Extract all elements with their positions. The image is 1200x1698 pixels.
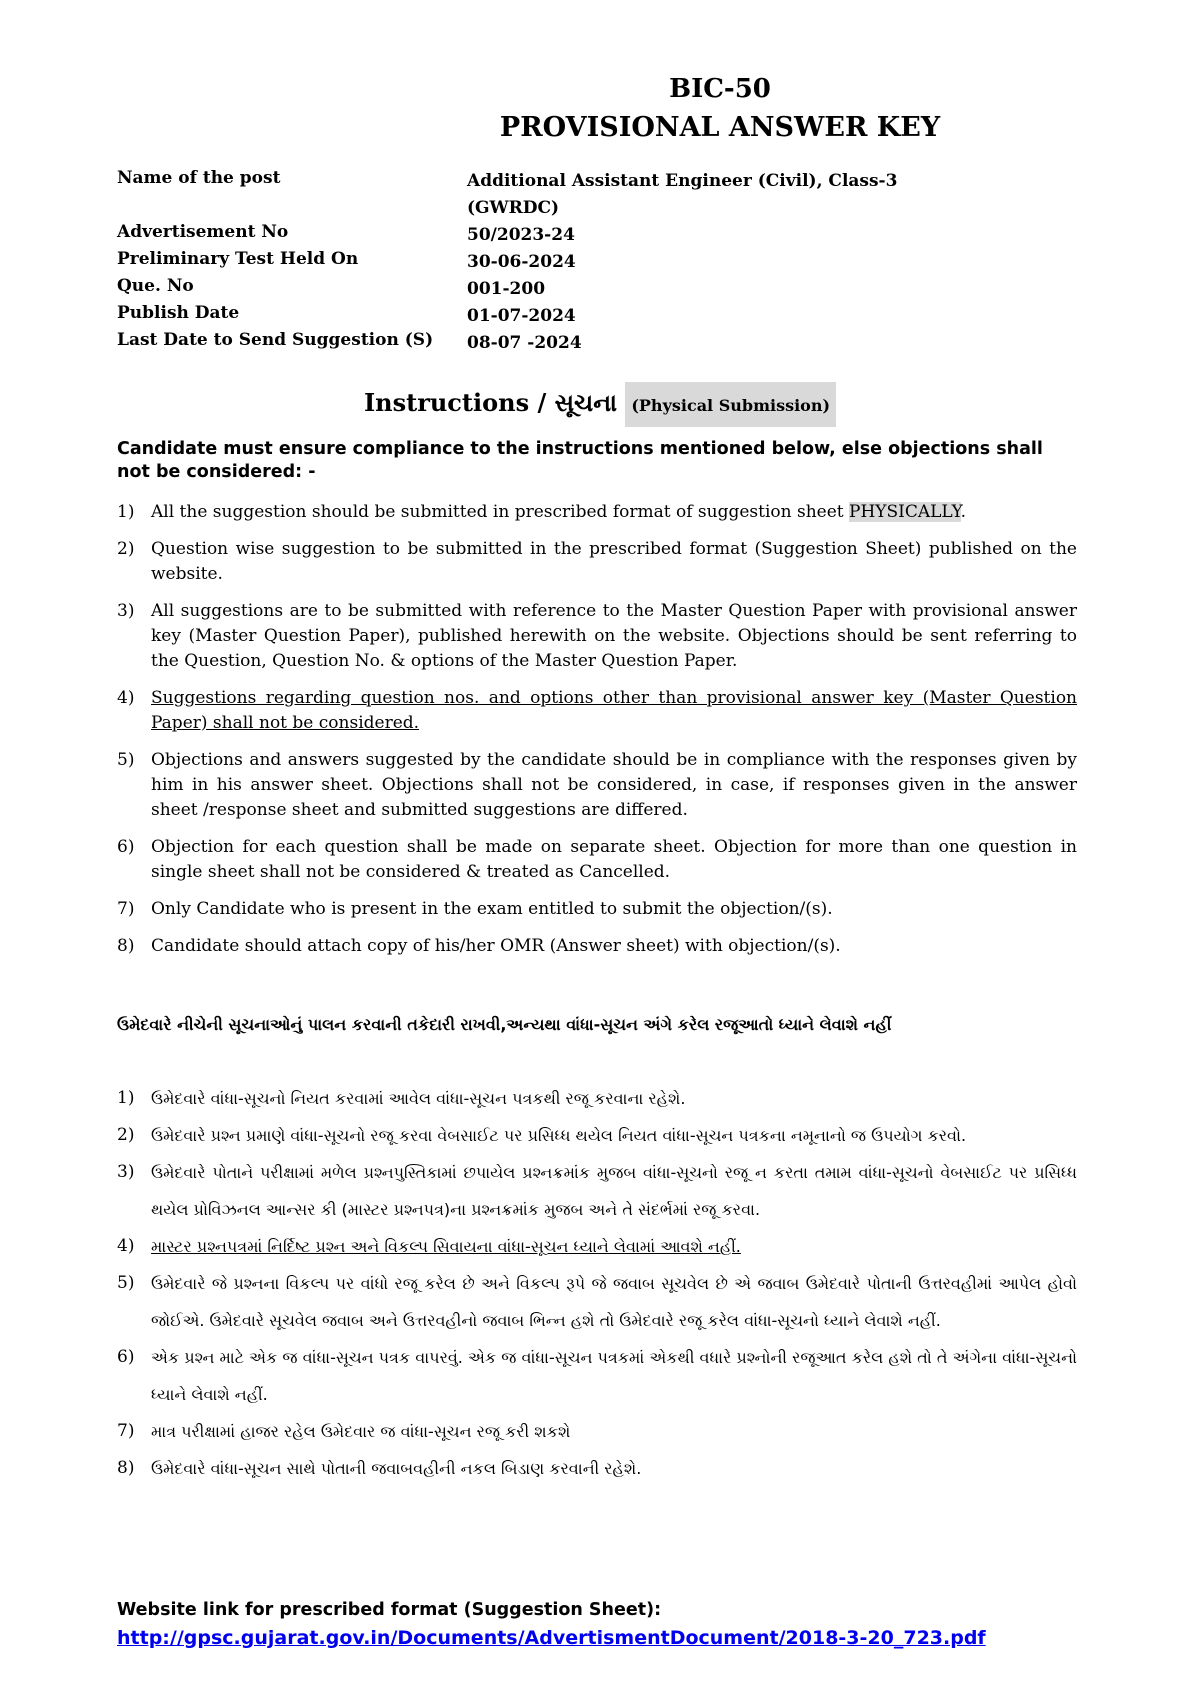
- item-number: 2): [117, 1125, 135, 1145]
- english-instructions-list: [117, 500, 1077, 959]
- instructions-heading: [0, 388, 1200, 417]
- item-text: માત્ર પરીક્ષામાં હાજર રહેલ ઉમેદવાર જ વાંધા-સૂચન રજૂ કરી શકશે: [151, 1422, 571, 1441]
- list-item: [117, 1339, 1077, 1413]
- meta-value: 01-07-2024: [467, 306, 576, 326]
- meta-value: 08-07 -2024: [467, 333, 582, 353]
- list-item: [117, 1413, 1077, 1450]
- meta-value: 30-06-2024: [467, 252, 576, 272]
- item-text-underlined: માસ્ટર પ્રશ્નપત્રમાં નિર્દિષ્ટ પ્રશ્ન અને વિકલ્પ સિવાયના વાંધા-સૂચન ધ્યાને લેવામાં આવશે નહીં.: [151, 1237, 741, 1256]
- list-item: [117, 686, 1077, 736]
- item-text-underlined: Suggestions regarding question nos. and options other than provisional answer key (Master Question Paper) shall not be considered.: [151, 688, 1077, 733]
- item-text: ઉમેદવારે વાંધા-સૂચન સાથે પોતાની જવાબવહીની નકલ બિડાણ કરવાની રહેશે.: [151, 1459, 642, 1478]
- item-number: 6): [117, 837, 135, 857]
- list-item: [117, 835, 1077, 885]
- item-number: 8): [117, 936, 135, 956]
- list-item: [117, 1080, 1077, 1117]
- list-item: [117, 1228, 1077, 1265]
- item-number: 4): [117, 688, 135, 708]
- document-title: PROVISIONAL ANSWER KEY: [499, 112, 941, 143]
- meta-label: Preliminary Test Held On: [117, 249, 359, 269]
- item-text: .: [960, 502, 967, 522]
- item-number: 4): [117, 1236, 135, 1256]
- item-text: ઉમેદવારે વાંધા-સૂચનો નિયત કરવામાં આવેલ વાંધા-સૂચન પત્રકથી રજૂ કરવાના રહેશે.: [151, 1089, 686, 1108]
- item-text: Question wise suggestion to be submitted in the prescribed format (Suggestion Sheet) published on the website.: [151, 539, 1077, 584]
- meta-label: Name of the post: [117, 168, 281, 188]
- meta-value: Additional Assistant Engineer (Civil), Class-3 (GWRDC): [467, 171, 898, 218]
- list-item: [117, 934, 1077, 959]
- gujarati-heading: ઉમેદવારે નીચેની સૂચનાઓનું પાલન કરવાની તકેદારી રાખવી,અન્યથા વાંધા-સૂચન અંગે કરેલ રજૂઆતો ધ્યાને લેવાશે નહીં: [117, 1015, 892, 1034]
- list-item: [117, 537, 1077, 587]
- list-item: [117, 1154, 1077, 1228]
- website-link-label: Website link for prescribed format (Suggestion Sheet):: [117, 1600, 662, 1620]
- item-text: All the suggestion should be submitted in prescribed format of suggestion sheet: [151, 502, 850, 522]
- meta-value: 50/2023-24: [467, 225, 575, 245]
- item-number: 3): [117, 601, 135, 621]
- item-number: 5): [117, 750, 135, 770]
- list-item: [117, 500, 1077, 525]
- item-number: 8): [117, 1458, 135, 1478]
- document-code: BIC-50: [669, 74, 771, 104]
- item-text: ઉમેદવારે જે પ્રશ્નના વિકલ્પ પર વાંધો રજૂ કરેલ છે અને વિકલ્પ રૂપે જે જવાબ સૂચવેલ છે એ જવાબ ઉમેદવારે પોતાની ઉત્તરવહીમાં આપેલ હોવો જોઈએ. ઉમેદવારે સૂચવેલ જવાબ અને ઉત્તરવહીનો જવાબ ભિન્ન હશે તો ઉમેદવારે રજૂ કરેલ વાંધા-સૂચનો ધ્યાને લેવાશે નહીં.: [151, 1274, 1077, 1330]
- item-text: ઉમેદવારે પોતાને પરીક્ષામાં મળેલ પ્રશ્નપુસ્તિકામાં છપાયેલ પ્રશ્નક્રમાંક મુજબ વાંધા-સૂચનો રજૂ ન કરતા તમામ વાંધા-સૂચનો વેબસાઈટ પર પ્રસિધ્ધ થયેલ પ્રોવિઝનલ આન્સર કી (માસ્ટર પ્રશ્નપત્ર)ના પ્રશ્નક્રમાંક મુજબ અને તે સંદર્ભમાં રજૂ કરવા.: [151, 1163, 1077, 1219]
- item-number: 3): [117, 1162, 135, 1182]
- list-item: [117, 1450, 1077, 1487]
- item-text: Candidate should attach copy of his/her OMR (Answer sheet) with objection/(s).: [151, 936, 841, 956]
- item-text: Only Candidate who is present in the exam entitled to submit the objection/(s).: [151, 899, 833, 919]
- highlight-text: PHYSICALLY: [849, 502, 961, 522]
- item-number: 5): [117, 1273, 135, 1293]
- instructions-intro: Candidate must ensure compliance to the instructions mentioned below, else objections shall not be considered: -: [117, 439, 1043, 482]
- item-number: 7): [117, 1421, 135, 1441]
- list-item: [117, 748, 1077, 823]
- item-number: 1): [117, 502, 135, 522]
- item-number: 2): [117, 539, 135, 559]
- list-item: [117, 897, 1077, 922]
- item-text: All suggestions are to be submitted with reference to the Master Question Paper with provisional answer key (Master Question Paper), published herewith on the website. Objections should be sent referring to the Question, Question No. & options of the Master Question Paper.: [151, 601, 1077, 671]
- instructions-heading-text: Instructions / સૂચના: [363, 388, 617, 417]
- item-text: એક પ્રશ્ન માટે એક જ વાંધા-સૂચન પત્રક વાપરવું. એક જ વાંધા-સૂચન પત્રકમાં એકથી વધારે પ્રશ્નોની રજૂઆત કરેલ હશે તો તે અંગેના વાંધા-સૂચનો ધ્યાને લેવાશે નહીં.: [151, 1348, 1077, 1404]
- meta-label: Publish Date: [117, 303, 240, 323]
- item-number: 1): [117, 1088, 135, 1108]
- item-text: Objections and answers suggested by the candidate should be in compliance with the responses given by him in his answer sheet. Objections shall not be considered, in case, if responses given in the answer sheet /response sheet and submitted suggestions are differed.: [151, 750, 1077, 820]
- list-item: [117, 599, 1077, 674]
- item-text: ઉમેદવારે પ્રશ્ન પ્રમાણે વાંધા-સૂચનો રજૂ કરવા વેબસાઈટ પર પ્રસિધ્ધ થયેલ નિયત વાંધા-સૂચન પત્રકના નમૂનાનો જ ઉપયોગ કરવો.: [151, 1126, 967, 1145]
- list-item: [117, 1117, 1077, 1154]
- instructions-heading-sub: (Physical Submission): [625, 382, 836, 427]
- item-number: 7): [117, 899, 135, 919]
- item-text: Objection for each question shall be made on separate sheet. Objection for more than one question in single sheet shall not be considered & treated as Cancelled.: [151, 837, 1077, 882]
- meta-label: Advertisement No: [117, 222, 289, 242]
- list-item: [117, 1265, 1077, 1339]
- meta-value: 001-200: [467, 279, 546, 299]
- meta-label: Last Date to Send Suggestion (S): [117, 330, 434, 350]
- meta-label: Que. No: [117, 276, 194, 296]
- gujarati-instructions-list: [117, 1080, 1077, 1487]
- item-number: 6): [117, 1347, 135, 1367]
- suggestion-sheet-link[interactable]: http://gpsc.gujarat.gov.in/Documents/AdvertismentDocument/2018-3-20_723.pdf: [117, 1627, 986, 1649]
